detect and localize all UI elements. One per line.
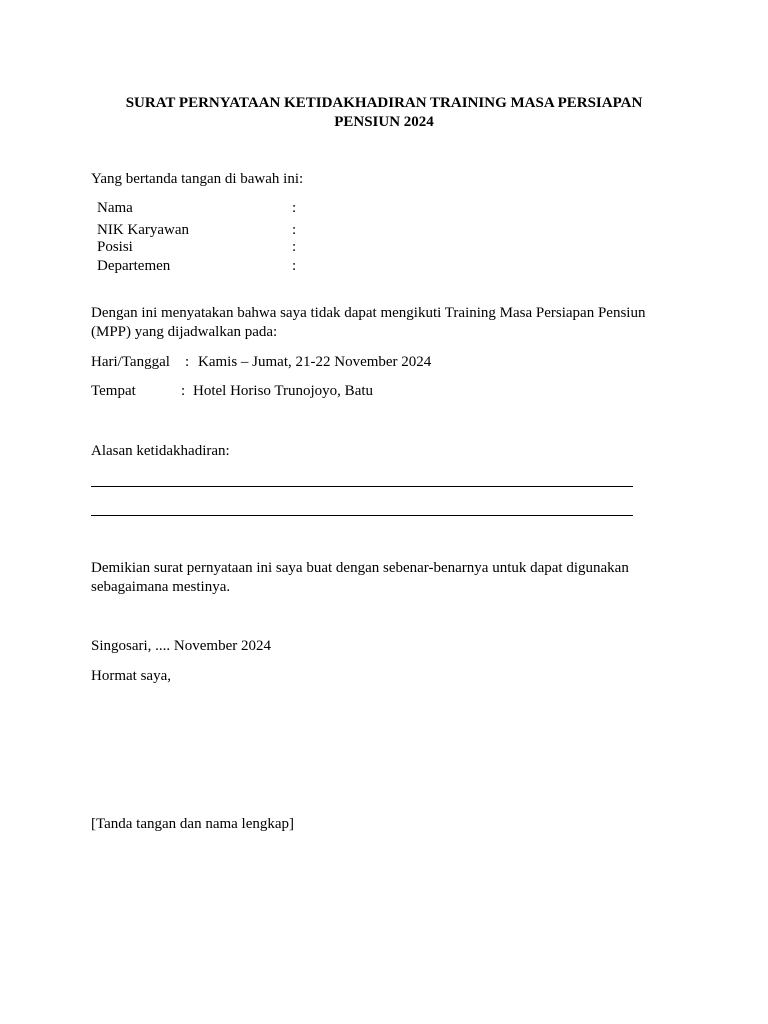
place-date: Singosari, .... November 2024 <box>91 638 271 654</box>
title-line-2: PENSIUN 2024 <box>334 114 434 130</box>
intro-text: Yang bertanda tangan di bawah ini: <box>91 171 304 187</box>
document-title <box>96 94 672 132</box>
title-line-1: SURAT PERNYATAAN KETIDAKHADIRAN TRAINING MASA PERSIAPAN <box>125 95 643 111</box>
schedule-day-value: Kamis – Jumat, 21-22 November 2024 <box>198 354 432 370</box>
field-label-posisi: Posisi <box>97 239 133 255</box>
field-label-nama: Nama <box>97 200 133 216</box>
field-label-departemen: Departemen <box>97 258 171 274</box>
field-separator-nik: : <box>292 222 297 238</box>
schedule-place-separator: : <box>181 383 186 399</box>
schedule-day-label: Hari/Tanggal <box>91 354 170 370</box>
schedule-place-value: Hotel Horiso Trunojoyo, Batu <box>193 383 374 399</box>
schedule-place-label: Tempat <box>91 383 136 399</box>
field-separator-posisi: : <box>292 239 297 255</box>
statement-paragraph: Dengan ini menyatakan bahwa saya tidak dapat mengikuti Training Masa Persiapan Pensiun (MPP) yang dijadwalkan pada: <box>91 305 646 340</box>
regards-text: Hormat saya, <box>91 668 171 684</box>
closing-paragraph: Demikian surat pernyataan ini saya buat dengan sebenar-benarnya untuk dapat digunakan sebagaimana mestinya. <box>91 560 629 595</box>
field-label-nik: NIK Karyawan <box>97 222 190 238</box>
reason-label: Alasan ketidakhadiran: <box>91 443 230 459</box>
reason-line-1 <box>91 486 633 487</box>
field-separator-departemen: : <box>292 258 297 274</box>
signature-placeholder: [Tanda tangan dan nama lengkap] <box>91 816 295 832</box>
reason-line-2 <box>91 515 633 516</box>
field-separator-nama: : <box>292 200 297 216</box>
schedule-day-separator: : <box>185 354 190 370</box>
